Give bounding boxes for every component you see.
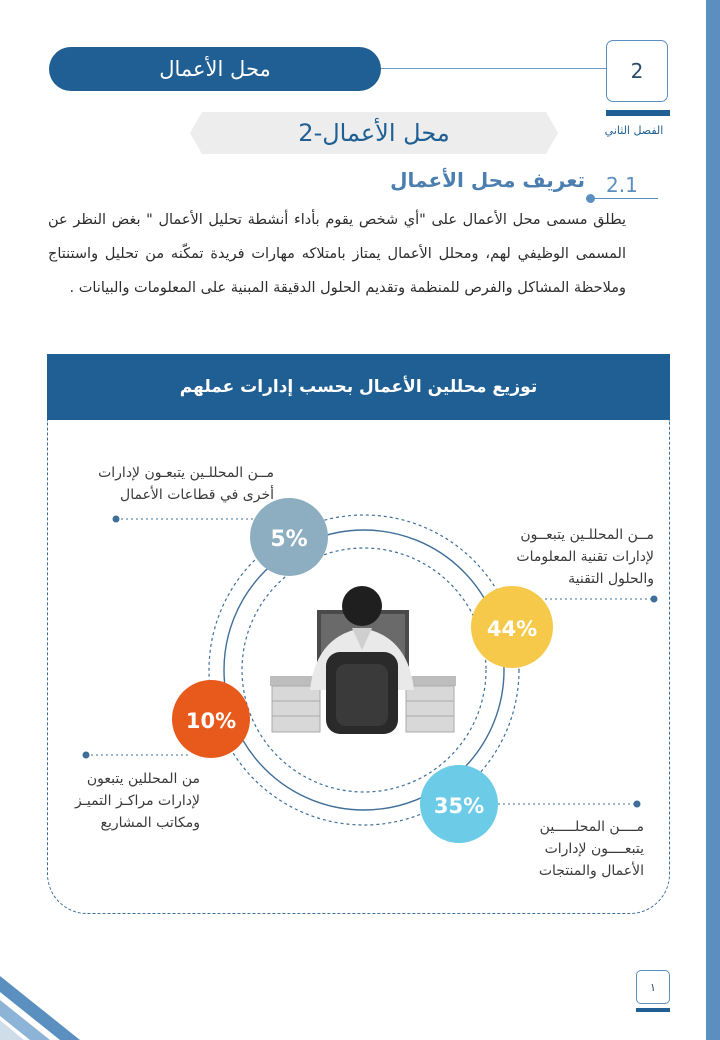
segment-44	[471, 586, 553, 668]
leader-dot-10	[83, 752, 90, 759]
segment-5-label-line: أخرى في قطاعات الأعمال	[120, 487, 274, 503]
section-title: 2-محل الأعمال	[298, 119, 450, 147]
chapter-number-box: 2	[606, 40, 668, 102]
segment-44-label-line: مــن المحللـين يتبعــون	[520, 527, 654, 543]
segment-10-label-line: ومكاتب المشاريع	[100, 815, 200, 831]
segment-10-label-line: من المحللين يتبعون	[86, 771, 200, 787]
segment-5-label-line: مــن المحللـين يتبعـون لإدارات	[98, 465, 274, 481]
subsection-number: 2.1	[606, 173, 638, 197]
analyst-desk-icon	[270, 586, 456, 734]
segment-5-value: 5%	[270, 527, 308, 552]
segment-35-label-line: مــــن المحلـــــين	[539, 819, 644, 835]
segment-35-label-line: الأعمال والمنتجات	[538, 863, 644, 879]
segment-5-label	[56, 462, 274, 506]
leader-dot-44	[651, 596, 658, 603]
segment-35	[420, 765, 498, 843]
segment-10	[172, 680, 250, 758]
segment-10-label-line: لإدارات مراكـز التميـز	[75, 793, 200, 809]
chapter-label: الفصل الثاني	[604, 124, 664, 137]
subsection-title: تعريف محل الأعمال	[390, 168, 585, 192]
segment-44-label-line: لإدارات تقنية المعلومات	[516, 549, 654, 565]
segment-44-label	[470, 524, 654, 590]
segment-5	[250, 498, 328, 576]
page-number-bar	[636, 1008, 670, 1012]
segment-44-label-line: والحلول التقنية	[568, 571, 654, 587]
segment-35-value: 35%	[433, 794, 485, 818]
segment-35-label-line: يتبعــــون لإدارات	[544, 841, 644, 857]
corner-decoration	[0, 976, 80, 1040]
body-paragraph: يطلق مسمى محل الأعمال على "أي شخص يقوم بأداء أنشطة تحليل الأعمال " بغض النظر عن المسمى الوظيفي لهم، ومحلل الأعمال يمتاز بامتلاكه مهارات فريدة تمكّنه من تحليل واستنتاج وملاحظة المشاكل والفرص للمنظمة وتقديم الحلول الدقيقة المبنية على المعلومات والبيانات .	[48, 212, 626, 296]
segment-10-value: 10%	[185, 709, 237, 733]
leader-dot-35	[634, 801, 641, 808]
segment-35-label	[500, 816, 644, 882]
segment-44-value: 44%	[486, 617, 538, 641]
infographic-title: توزيع محللين الأعمال بحسب إدارات عملهم	[47, 354, 670, 420]
page-number: ١	[636, 970, 670, 1004]
leader-dot-5	[113, 516, 120, 523]
header-title: محل الأعمال	[49, 47, 381, 91]
segment-10-label	[50, 768, 200, 834]
